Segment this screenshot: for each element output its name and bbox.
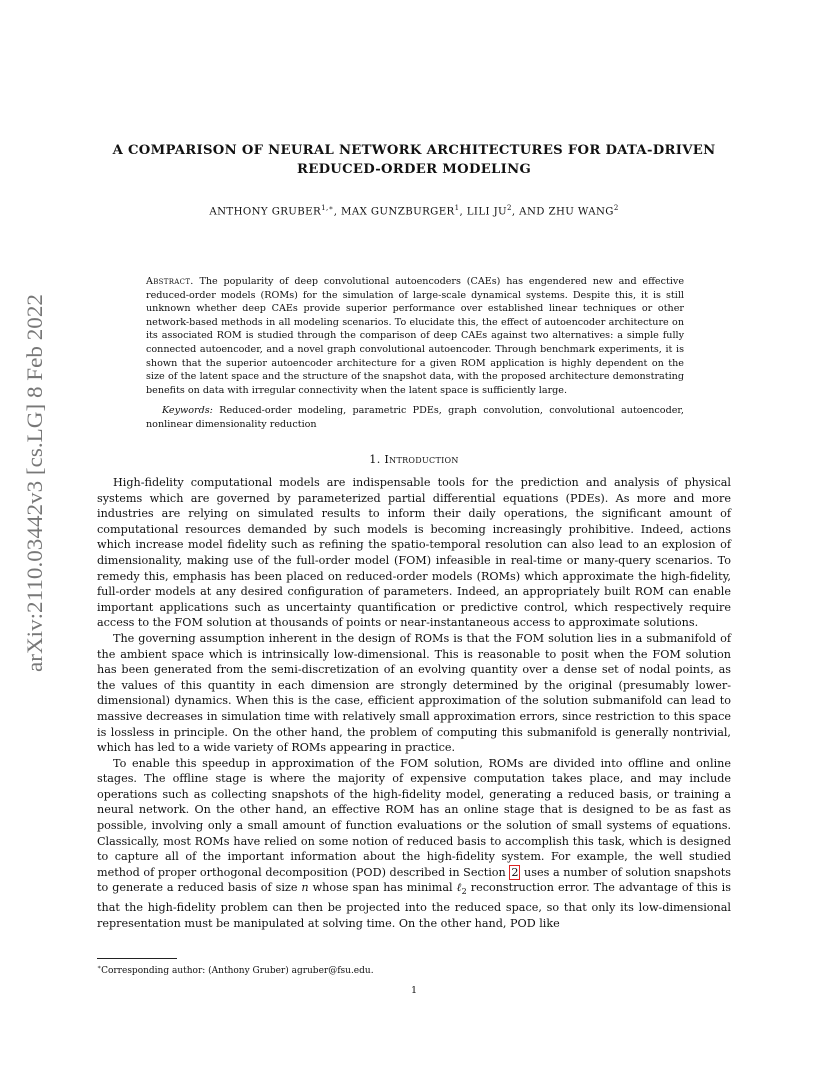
paragraph: The governing assumption inherent in the design of ROMs is that the FOM solution lies in a submanifold of the ambient space which is intrinsically low-dimensional. This is reasonable to posit when the FOM solution has been generated from the semi-discretization of an evolving quantity over a dense set of nodal points, as the values of this quantity in each dimension are strongly determined by the original (presumably lower-dimensional) dynamics. When this is the case, efficient approximation of the solution submanifold can lead to massive decreases in simulation time with relatively small approximation errors, since restriction to this space is lossless in principle. On the other hand, the problem of computing this submanifold is generally nontrivial, which has led to a wide variety of ROMs appearing in practice.: [97, 631, 731, 755]
author-separator: , AND: [511, 206, 549, 218]
footnote: [97, 964, 374, 976]
author-affiliation-mark: 2: [613, 204, 619, 212]
section-heading: 1. Introduction: [369, 453, 459, 466]
author-affiliation-mark: 1,∗: [321, 204, 334, 212]
arxiv-identifier: [18, 294, 52, 672]
footnote-rule: [97, 958, 177, 959]
arxiv-identifier-text: arXiv:2110.03442v3 [cs.LG] 8 Feb 2022: [22, 312, 47, 672]
author-list: [90, 204, 738, 217]
math-subscript: 2: [461, 887, 467, 897]
author-name: ZHU WANG: [548, 206, 614, 218]
math-variable: n: [301, 881, 309, 895]
section-reference-link[interactable]: 2: [511, 865, 519, 879]
abstract-label: Abstract.: [146, 276, 194, 287]
author-name: ANTHONY GRUBER: [209, 206, 322, 218]
footnote-mark: ∗: [97, 964, 102, 971]
keywords-text: Reduced-order modeling, parametric PDEs, graph convolution, convolutional autoencoder, nonlinear dimensionality reduction: [146, 405, 684, 430]
author-separator: ,: [333, 206, 342, 218]
title-line-2: REDUCED-ORDER MODELING: [296, 162, 532, 177]
author-affiliation-mark: 1: [454, 204, 460, 212]
keywords: [146, 404, 684, 431]
arxiv-identifier-svg: [18, 294, 52, 672]
abstract: [146, 275, 684, 397]
page-number: 1: [410, 985, 418, 996]
keywords-label: Keywords:: [162, 405, 213, 416]
title-line-1: A COMPARISON OF NEURAL NETWORK ARCHITECTURES FOR DATA-DRIVEN: [112, 143, 716, 158]
author-separator: ,: [459, 206, 467, 218]
paragraph-text: whose span has minimal: [308, 881, 457, 895]
footnote-text: Corresponding author: (Anthony Gruber) agruber@fsu.edu.: [101, 966, 374, 976]
author-name: MAX GUNZBURGER: [341, 206, 455, 218]
paragraph-text: reconstruction error. The advantage of this is that the high-fidelity problem can then be projected into the reduced space, so that only its low-dimensional representation must be manipulated at solving time. On the other hand, POD like: [97, 881, 731, 930]
author-affiliation-mark: 2: [507, 204, 512, 212]
author-name: LILI JU: [466, 206, 508, 218]
body-text: [97, 475, 731, 931]
paragraph: High-fidelity computational models are indispensable tools for the prediction and analysis of physical systems which are governed by parameterized partial differential equations (PDEs). As more and more industries are relying on simulated results to inform their daily operations, the significant amount of computational resources demanded by such models is becoming increasingly prohibitive. Indeed, actions which increase model fidelity such as refining the spatio-temporal resolution can also lead to an explosion of dimensionality, making use of the full-order model (FOM) infeasible in real-time or many-query scenarios. To remedy this, emphasis has been placed on reduced-order models (ROMs) which approximate the high-fidelity, full-order models at any desired configuration of parameters. Indeed, an appropriately built ROM can enable important applications such as uncertainty quantification or predictive control, which respectively require access to the FOM solution at thousands of points or near-instantaneous access to approximate solutions.: [97, 476, 731, 630]
math-symbol: ℓ: [456, 881, 462, 895]
paper-title: [90, 141, 738, 179]
paragraph-text: To enable this speedup in approximation of the FOM solution, ROMs are divided into offline and online stages. The offline stage is where the majority of expensive computation takes place, and may include operations such as collecting snapshots of the high-fidelity model, generating a reduced basis, or training a neural network. On the other hand, an effective ROM has an online stage that is designed to be as fast as possible, involving only a small amount of function evaluations or the solution of small systems of equations. Classically, most ROMs have relied on some notion of reduced basis to accomplish this task, which is designed to capture all of the important information about the high-fidelity system. For example, the well studied method of proper orthogonal decomposition (POD) described in Section: [97, 756, 731, 879]
abstract-text: The popularity of deep convolutional autoencoders (CAEs) has engendered new and effective reduced-order models (ROMs) for the simulation of large-scale dynamical systems. Despite this, it is still unknown whether deep CAEs provide superior performance over established linear techniques or other network-based methods in all modeling scenarios. To elucidate this, the effect of autoencoder architecture on its associated ROM is studied through the comparison of deep CAEs against two alternatives: a simple fully connected autoencoder, and a novel graph convolutional autoencoder. Through benchmark experiments, it is shown that the superior autoencoder architecture for a given ROM application is highly dependent on the size of the latent space and the structure of the snapshot data, with the proposed architecture demonstrating benefits on data with irregular connectivity when the latent space is sufficiently large.: [146, 276, 684, 396]
paragraph-text: uses a number of solution snapshots to generate a reduced basis of size: [97, 865, 731, 895]
paragraph: [97, 756, 731, 932]
